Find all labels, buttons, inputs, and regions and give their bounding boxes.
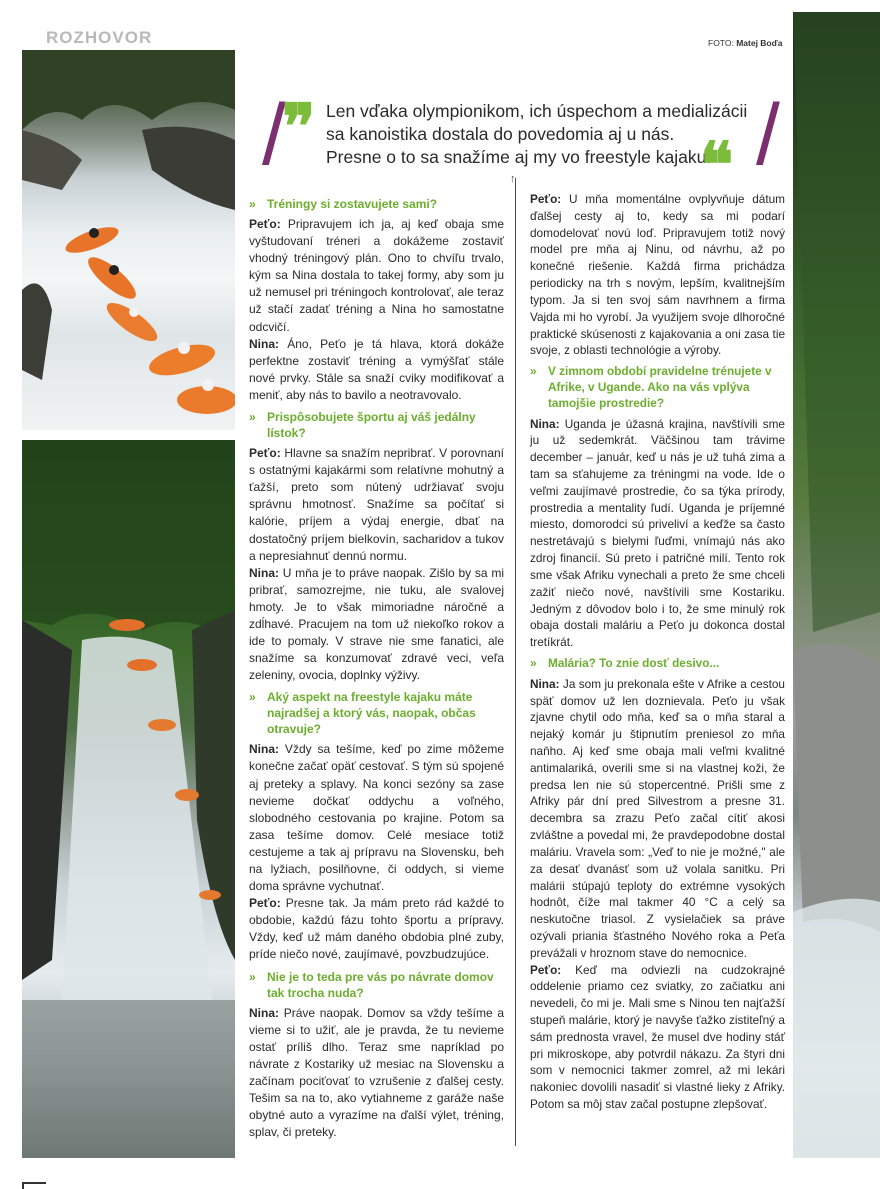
answer-text: Hlavne sa snažím nepribrať. V porovnaní s ostatnými kajakármi som relatívne mohutný a ťažší, preto som nútený udržiavať svoju správnu hmotnosť. Snažíme sa počítať si kalórie, príjem a výdaj energie, dbať na dostatočný príjem bielkovín, sacharidov a tukov a nepresiahnuť dennú normu. <box>249 446 504 563</box>
question-chevron-icon: » <box>530 655 535 670</box>
interview-question <box>249 689 504 737</box>
question-chevron-icon: » <box>530 364 535 379</box>
interview-question <box>249 969 504 1001</box>
quote-open-mark: ❞ <box>282 90 316 163</box>
interview-question <box>249 196 504 212</box>
page-corner-mark <box>22 1182 46 1189</box>
speaker-name: Peťo: <box>530 962 562 977</box>
interview-answer <box>530 416 785 651</box>
interview-answer <box>249 565 504 685</box>
question-chevron-icon: » <box>249 690 254 705</box>
speaker-name: Nina: <box>249 336 279 351</box>
photo-kayakers-river <box>22 50 235 430</box>
answer-text: Uganda je úžasná krajina, navštívili sme ju už sedemkrát. Väčšinou tam trávime december – január, keď u nás je už tuhá zima a tam sa sťahujeme za tréningmi na vode. Ide o veľmi zaujímavé prostredie, čo sa týka prírody, prostredia a mentality ľudí. Uganda je príjemné miesto, domorodci sú priveliví a keďže sa často nestretávajú s bielymi ľuďmi, vnímajú nás ako zdroj financií. Sú preto i patričné milí. Tento rok sme však Afriku vynechali a preto že sme chceli zažiť niečo nové, navštívili sme Kostariku. Jedným z dôvodov bolo i to, že sme minulý rok obaja dostali maláriu a Peťo ju dokonca dostal tretíkrát. <box>530 416 785 650</box>
question-text: V zimnom období pravidelne trénujete v Afrike, v Ugande. Ako na vás vplýva tamojšie prostredie? <box>548 364 772 410</box>
speaker-name: Nina: <box>530 676 560 691</box>
interview-answer <box>249 445 504 565</box>
quote-left-slash: / <box>262 87 286 183</box>
quote-close-mark: ❝ <box>700 128 734 201</box>
answer-text: Práve naopak. Domov sa vždy tešíme a vieme si to užiť, ale je pravda, že tu nevieme ostať príliš dlho. Teraz sme napríklad po návrate z Kostariky už mesiac na Slovensku a začínam pociťovať to vzrušenie z ďalšej cesty. Tešim sa na to, ako vytiahneme z garáže naše obytné auto a vyrazíme na ďalší výlet, tréning, splav, či preteky. <box>249 1005 504 1140</box>
interview-answer <box>249 741 504 895</box>
answer-text: Keď ma odviezli na cudzokrajné oddelenie priamo cez sviatky, zo začiatku ani nevedeli, čo mi je. Mali sme s Ninou ten najťažší stupeň malárie, ktorý je navyše ťažko zistiteľný a sám prednosta vravel, že musel dve hodiny stáť pri mikroskope, aby potvrdil nákazu. Za štyri dni som v nemocnici takmer zomrel, až mi lekári nakoniec dovolili nasadiť si vlastné lieky z Afriky. Potom sa môj stav začal postupne zlepšovať. <box>530 962 785 1112</box>
quote-right-slash: / <box>756 87 780 183</box>
pull-quote-line: Presne o to sa snažíme aj my vo freestyle kajaku. <box>326 147 712 167</box>
answer-text: Vždy sa tešíme, keď po zime môžeme konečne začať opäť cestovať. S tým sú spojené aj preteky a splavy. Na konci sezóny sa zase nevieme dočkať oddychu a voľného, slobodného cestovania po krajine. Potom sa zasa tešíme domov. Celé mesiace totiž cestujeme a tak aj prípravu na Slovensku, beh na lyžiach, posilňovne, či oddych, si vieme doma správne vychutnať. <box>249 742 504 894</box>
interview-answer <box>530 191 785 359</box>
answer-text: Ja som ju prekonala ešte v Afrike a cestou späť domov už len doznievala. Peťo ju však zjavne chytil odo mňa, keď sa o mňa staral a nejaký komár ju štipnutím preniesol zo mňa naňho. Aj keď sme obaja mali veľmi kvalitné antimalariká, overili sme si na vlastnej koži, že predsa len nie sú stopercentné. Prišli sme z Afriky pár dní pred Silvestrom a presne 31. decembra sa zrazu Peťo začal cítiť akosi zvláštne a povedal mi, že pravdepodobne dostal maláriu. Vravela som: „Veď to nie je možné," ale za desať dvanásť som už volala sanitku. Pri malárii stúpajú teploty do extrémne vysokých hodnôt, číže mal takmer 40 °C a celý sa neskutočne triasol. Z vysielačiek sa práve ozývali priania šťastného Nového roka a Peťa prevážali v hroznom stave do nemocnice. <box>530 676 785 960</box>
answer-text: Pripravujem ich ja, aj keď obaja sme vyštudovaní tréneri a dokážeme zostaviť vhodný tréningový plán. Ono to chvíľu trvalo, kým sa Nina dostala to takej formy, aby som ju už nemusel pri tréningoch kontrolovať, ale teraz už stačí zadať tréning a Nina ho samostatne odcvičí. <box>249 217 504 334</box>
question-text: Nie je to teda pre vás po návrate domov tak trocha nuda? <box>267 969 494 1000</box>
speaker-name: Nina: <box>249 742 279 757</box>
speaker-name: Nina: <box>249 565 279 580</box>
article-column-right <box>530 191 785 1113</box>
speaker-name: Nina: <box>249 1005 279 1020</box>
interview-question <box>530 364 785 411</box>
question-text: Prispôsobujete športu aj váš jedálny lístok? <box>267 410 476 441</box>
column-divider <box>515 178 516 1146</box>
photo-credit <box>708 38 782 48</box>
interview-answer <box>530 962 785 1113</box>
photo-waterfall-kayakers <box>22 440 235 1158</box>
interview-answer <box>249 216 504 336</box>
interview-answer <box>530 676 785 962</box>
question-text: Malária? To znie dosť desivo... <box>548 655 720 670</box>
answer-text: U mňa je to práve naopak. Zišlo by sa mi pribrať, samozrejme, nie tuku, ale svalovej hmoty. Je to však mimoriadne náročné a zdĺhavé. Pracujem na tom už niekoľko rokov a ide to pomaly. V strave nie sme fanatici, ale snažíme sa konzumovať zdravé veci, veľa zeleniny, ovocia, doplnky výživy. <box>249 565 504 683</box>
answer-text: U mňa momentálne ovplyvňuje dátum ďalšej cesty aj to, kedy sa mi podarí domodelovať novú loď. Pripravujem totiž nový model pre mňa aj Ninu, od návrhu, až po konečné riešenie. Každá firma prichádza periodicky na trh s novým, lepším, kvalitnejším typom. Ja si ten svoj sám navrhnem a firma Vajda mi ho vyrobí. Ja využijem svoje dlhoročné praktické skúsenosti z kajakovania a oni zasa tie svoje, z oblasti technológie a výroby. <box>530 192 785 358</box>
speaker-name: Peťo: <box>249 896 281 911</box>
interview-answer <box>249 895 504 963</box>
divider-arrow-icon: ↑ <box>510 173 516 185</box>
speaker-name: Nina: <box>530 416 560 431</box>
photo-river-rocks-illustration <box>793 12 880 1158</box>
speaker-name: Peťo: <box>249 217 281 231</box>
question-text: Aký aspekt na freestyle kajaku máte najradšej a ktorý vás, naopak, občas otravuje? <box>267 690 476 737</box>
photo-kayakers-river-illustration <box>22 50 235 430</box>
pull-quote-line: Len vďaka olympionikom, ich úspechom a medializácii <box>326 101 748 121</box>
section-label: ROZHOVOR <box>46 28 153 47</box>
photo-credit-name: Matej Boďa <box>736 38 783 48</box>
interview-question <box>530 656 785 672</box>
pull-quote <box>326 100 746 169</box>
photo-credit-label: FOTO: <box>708 38 734 48</box>
pull-quote-line: sa kanoistika dostala do povedomia aj u nás. <box>326 124 675 144</box>
question-text: Tréningy si zostavujete sami? <box>267 197 438 211</box>
answer-text: Áno, Peťo je tá hlava, ktorá dokáže perfektne zostaviť tréning a vymýšľať stále nové prvky. Stále sa snaží cviky modifikovať a meniť, aby nás to bavilo a neotravovalo. <box>249 336 504 402</box>
question-chevron-icon: » <box>249 410 254 425</box>
answer-text: Presne tak. Ja mám preto rád každé to obdobie, každú fázu tohto športu a prípravy. Vždy, keď už mám daného obdobia plné zuby, príde niečo nové, zaujímavé, povzbudzujúce. <box>249 896 504 962</box>
photo-river-rocks <box>793 12 880 1158</box>
interview-answer <box>249 336 504 404</box>
speaker-name: Peťo: <box>530 192 562 206</box>
interview-question <box>249 409 504 441</box>
question-chevron-icon: » <box>249 969 254 984</box>
speaker-name: Peťo: <box>249 446 281 461</box>
interview-answer <box>249 1005 504 1142</box>
photo-waterfall-illustration <box>22 440 235 1158</box>
article-column-left <box>249 191 504 1141</box>
question-chevron-icon: » <box>249 197 254 211</box>
